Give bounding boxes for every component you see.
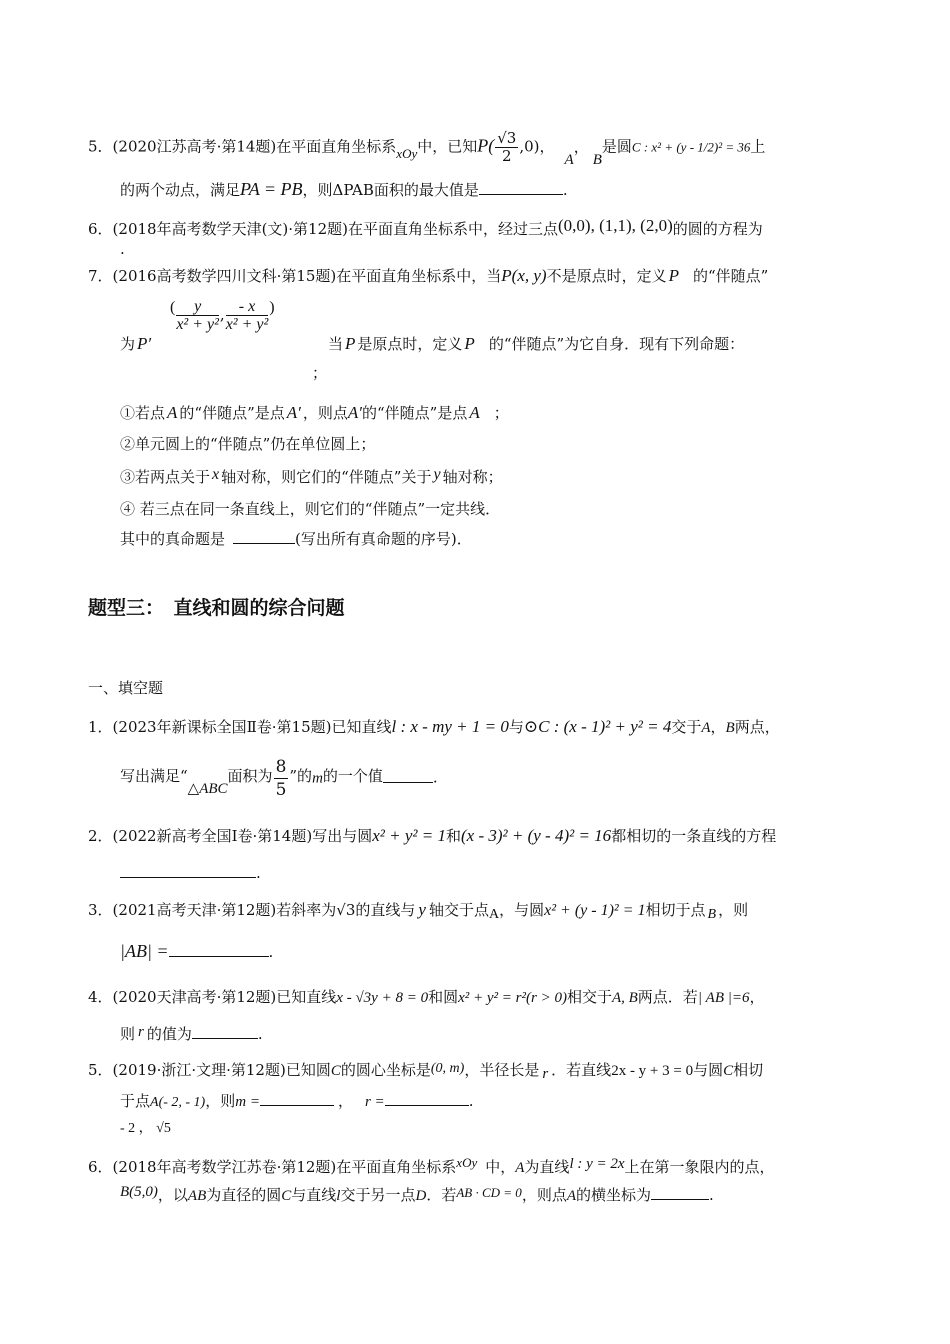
f5-text: 于点 — [120, 1092, 151, 1110]
f6-xoy: xOy — [456, 1155, 478, 1170]
f5-source: (2019·浙江·文理·第12题) — [112, 1061, 286, 1079]
q7-text: 不是原点时，定义 — [546, 267, 667, 285]
f1-point-a: A — [701, 720, 711, 736]
f5-line2 — [120, 1090, 473, 1114]
q5-point-b: B — [592, 151, 602, 168]
f3-source: (2021高考天津·第12题) — [112, 901, 277, 919]
f4-text: 相交于 — [566, 988, 612, 1006]
f3-text: 的直线与 — [355, 901, 416, 919]
f4-answer-blank[interactable] — [192, 1024, 258, 1039]
q5-condition: PA = PB — [240, 179, 303, 199]
f1-line2 — [120, 756, 438, 801]
q7-line2-tail — [328, 333, 744, 355]
f3-text: 相切于点 — [645, 901, 706, 919]
f6-text: ．若 — [426, 1186, 457, 1204]
f3-text: 若斜率为 — [276, 901, 337, 919]
q7-text: ； — [493, 404, 509, 422]
f6-text: 中， — [485, 1158, 516, 1176]
f1-text: 交于 — [671, 718, 702, 736]
q7-companion-formula — [170, 298, 275, 333]
q5-fraction-sqrt3-over-2 — [495, 130, 518, 165]
f1-fraction-numerator: 8 — [275, 757, 287, 777]
q5-end: . — [562, 181, 568, 199]
q5-denominator: 2 — [502, 147, 512, 165]
f3-text: ，则 — [718, 901, 749, 919]
f5-line-equation: 2x - y + 3 = 0 — [611, 1063, 694, 1079]
f6-text: 在平面直角坐标系 — [336, 1158, 457, 1176]
f1-fraction-8-over-5 — [274, 756, 289, 801]
q7-text: 是原点时，定义 — [357, 335, 463, 353]
q7-text: 的“伴随点”是点 — [179, 404, 285, 422]
f6-line2 — [120, 1184, 714, 1207]
f6-line1 — [88, 1156, 775, 1179]
q7-fraction-minus-x — [226, 298, 269, 333]
q5-circle-equation: C : x² + (y - 1/2)² = 36 — [631, 139, 751, 155]
f3-ab-length: |AB| = — [120, 941, 169, 961]
q7-fraction-y — [176, 298, 219, 333]
q6-dot — [120, 238, 125, 260]
q6-points: (0,0), (1,1), (2,0) — [558, 216, 673, 235]
q7-text: (写出所有真命题的序号)． — [295, 530, 472, 548]
f1-point-b: B — [725, 720, 735, 736]
q7-text: 轴对称； — [442, 468, 503, 486]
q7-right-paren: ) — [269, 298, 275, 316]
q5-line1: 5．(2020江苏高考·第14题)在平面直角坐标系xOy中，已知P( $\frac{√3}{2}$ ,0)，A，B是圆C : x² + (y - 1/2)² = 36上 — [88, 129, 766, 168]
f6-text: 的横坐标为 — [576, 1186, 652, 1204]
q6-line1 — [88, 218, 763, 240]
f3-text: 轴交于点 — [428, 901, 489, 919]
q5-point-a: A — [564, 151, 574, 168]
q7-claim-3 — [120, 466, 503, 489]
q5-text: ，则ΔPAB面积的最大值是 — [302, 181, 479, 199]
f1-m: m — [312, 770, 323, 787]
f4-line-equation: x - √3y + 8 = 0 — [336, 990, 429, 1006]
f2-line1 — [88, 825, 776, 847]
f4-r: r — [138, 1024, 144, 1040]
f2-number: 2． — [88, 827, 113, 845]
q7-line1 — [88, 265, 768, 287]
q7-fraction-y-denominator: x² + y² — [176, 316, 219, 333]
q6-end-dot: . — [120, 240, 125, 258]
f2-circle-2: (x - 3)² + (y - 4)² = 16 — [460, 826, 612, 845]
f1-circle-equation: ⊙C : (x - 1)² + y² = 4 — [523, 717, 672, 736]
f3-point-b: B — [707, 907, 717, 922]
f2-text: 都相切的一条直线的方程 — [611, 827, 777, 845]
q7-text: 轴对称，则它们的“伴随点”关于 — [221, 468, 432, 486]
q7-fraction-minus-x-denominator: x² + y² — [225, 316, 269, 333]
f6-point-a: A — [515, 1160, 525, 1176]
f3-circle-equation: x² + (y - 1)² = 1 — [544, 902, 646, 919]
f5-text: 已知圆 — [285, 1061, 331, 1079]
f1-number: 1． — [88, 718, 113, 736]
q5-source: (2020江苏高考·第14题) — [112, 137, 277, 156]
f6-source: (2018年高考数学江苏卷·第12题) — [112, 1158, 337, 1176]
f5-r-eq: r = — [364, 1094, 385, 1110]
f4-source: (2020天津高考·第12题) — [112, 988, 277, 1006]
f5-answer — [120, 1116, 171, 1140]
f1-text: 的一个值 — [322, 766, 383, 785]
f5-text: 与圆 — [693, 1061, 724, 1079]
f5-circle-c: C — [330, 1063, 341, 1079]
q7-number: 7． — [88, 267, 113, 285]
f6-text: 为直线 — [524, 1158, 570, 1176]
f6-text: 为直径的圆 — [206, 1186, 282, 1204]
f6-text: 与直线 — [291, 1186, 337, 1204]
q5-line2 — [120, 178, 568, 201]
f5-point-a: A(- 2, - 1) — [150, 1095, 206, 1110]
f5-circle-c: C — [723, 1063, 734, 1079]
f6-point-a: A — [566, 1188, 576, 1204]
q7-left-paren: ( — [170, 298, 176, 316]
q7-claim-2-text: ②单元圆上的“伴随点”仍在单位圆上； — [120, 435, 376, 453]
q7-claim-4-text: ④ 若三点在同一条直线上，则它们的“伴随点”一定共线． — [120, 500, 501, 518]
f5-end: . — [468, 1092, 474, 1110]
q7-point-a: A — [469, 403, 480, 422]
q7-source: (2016高考数学四川文科·第15题) — [112, 267, 337, 285]
q7-axis-y: y — [433, 466, 441, 483]
f2-answer-blank[interactable] — [120, 863, 256, 878]
f5-center: (0, m) — [430, 1061, 465, 1076]
f3-axis-y: y — [418, 900, 426, 919]
f1-text: ”的 — [289, 766, 313, 785]
f5-r-blank[interactable] — [385, 1091, 469, 1106]
f4-end: . — [257, 1025, 263, 1043]
f2-text: 写出与圆 — [312, 827, 373, 845]
f6-point-d: D — [415, 1188, 427, 1204]
f6-end: . — [709, 1186, 714, 1204]
q7-point-a-prime: A′ — [347, 403, 362, 422]
f1-answer-blank[interactable] — [383, 768, 433, 783]
q7-text: ，则点 — [302, 404, 348, 422]
q7-claim-4 — [120, 498, 500, 520]
q7-point-a-prime: A′ — [286, 403, 301, 422]
f6-dot-product: AB · CD = 0 — [456, 1185, 522, 1200]
f3-number: 3． — [88, 901, 113, 919]
f5-text: 的圆心坐标是 — [340, 1061, 431, 1079]
q7-text: ③若两点关于 — [120, 468, 211, 486]
q7-text: ①若点 — [120, 404, 166, 422]
q5-text: ,0)， — [519, 137, 555, 156]
q7-comma: , — [219, 305, 225, 324]
f2-line2 — [120, 862, 261, 884]
sub-heading: 一、填空题 — [88, 679, 164, 697]
q7-semicolon-text: ； — [312, 364, 328, 382]
f2-end: . — [256, 864, 261, 882]
f5-m-blank[interactable] — [260, 1091, 334, 1106]
f3-text: ，与圆 — [499, 901, 545, 919]
f4-number: 4． — [88, 988, 113, 1006]
f5-answer-text: - 2 ， √5 — [120, 1121, 171, 1136]
f6-number: 6． — [88, 1158, 113, 1176]
q5-text: 在平面直角坐标系 — [276, 137, 397, 156]
q7-text: 在平面直角坐标系中，当 — [336, 267, 502, 285]
f1-text: 两点， — [734, 718, 780, 736]
f6-ab: AB — [187, 1188, 207, 1204]
f5-r: r — [542, 1066, 549, 1082]
f1-sep: ， — [710, 718, 726, 736]
f5-text: ，则 — [205, 1092, 236, 1110]
q5-point-p: P( — [477, 135, 495, 156]
f6-text: ，则点 — [521, 1186, 567, 1204]
q7-point-p-prime: P′ — [137, 334, 152, 353]
q7-point-p: P — [345, 334, 356, 353]
f4-points-ab: A, B — [611, 990, 638, 1006]
f4-circle-equation: x² + y² = r²(r > 0) — [458, 990, 567, 1006]
f1-triangle: △ABC — [187, 780, 228, 797]
q5-text: 上 — [750, 137, 766, 156]
q7-claim-1 — [120, 402, 509, 424]
q7-text: 为 — [120, 335, 136, 353]
section-heading: 题型三： 直线和圆的综合问题 — [88, 597, 345, 619]
f6-point-b: B(5,0) — [120, 1184, 158, 1200]
f6-answer-blank[interactable] — [651, 1185, 709, 1200]
q5-number: 5． — [88, 137, 113, 156]
q7-semicolon — [312, 362, 327, 384]
f5-m-eq: m = — [235, 1094, 260, 1110]
q5-xoy: xOy — [396, 145, 418, 161]
f2-source: (2022新高考全国I卷·第14题) — [112, 827, 313, 845]
q5-text: 中，已知 — [417, 137, 478, 156]
f2-circle-1: x² + y² = 1 — [372, 826, 446, 845]
f6-text: ，以 — [157, 1186, 188, 1204]
q7-text: 当 — [328, 335, 344, 353]
q7-text: 其中的真命题是 — [120, 530, 226, 548]
f5-text: 相切 — [733, 1061, 764, 1079]
f4-ab-length: | AB |=6 — [697, 990, 750, 1006]
f3-end: . — [268, 943, 274, 961]
f1-text: 与 — [508, 718, 524, 736]
q7-text: 的“伴随点” — [693, 267, 769, 285]
f6-circle-c: C — [281, 1188, 292, 1204]
q6-number: 6． — [88, 220, 113, 238]
q7-point-p: P — [464, 334, 475, 353]
q7-text: 的“伴随点”是点 — [361, 404, 468, 422]
f6-text: 交于另一点 — [340, 1186, 416, 1204]
f1-line-equation: l : x - my + 1 = 0 — [391, 717, 509, 736]
q7-answer-line — [120, 528, 472, 550]
q7-point-pxy: P(x, y) — [501, 266, 547, 285]
f5-text: ，半径长是 — [464, 1061, 540, 1079]
f5-number: 5． — [88, 1061, 113, 1079]
f3-answer-blank[interactable] — [169, 942, 269, 957]
f6-line-equation: l : y = 2x — [569, 1156, 625, 1172]
f4-text: 两点．若 — [637, 988, 698, 1006]
q7-fraction-y-numerator: y — [176, 298, 219, 316]
q7-fraction-minus-x-numerator: - x — [226, 298, 269, 316]
f4-line1 — [88, 986, 765, 1009]
f3-line2 — [120, 940, 273, 963]
f3-slope: √3 — [336, 901, 356, 919]
f4-line2 — [120, 1023, 263, 1046]
q7-answer-blank[interactable] — [233, 529, 295, 544]
f4-text: 已知直线 — [276, 988, 337, 1006]
f1-line1 — [88, 716, 780, 739]
q7-text: 的“伴随点”为它自身．现有下列命题： — [488, 335, 745, 353]
f6-text: 上在第一象限内的点， — [624, 1158, 775, 1176]
f5-line1 — [88, 1059, 763, 1083]
f2-text: 和 — [445, 827, 461, 845]
f4-text: 的值为 — [146, 1025, 192, 1043]
q7-wei — [120, 333, 151, 355]
f5-text: ， — [337, 1092, 353, 1110]
f1-text: 面积为 — [227, 766, 273, 785]
f4-text: ， — [749, 988, 765, 1006]
q6-text: 在平面直角坐标系中，经过三点 — [348, 220, 559, 238]
f4-text: 和圆 — [428, 988, 459, 1006]
f6-line-l: l — [336, 1188, 341, 1204]
f1-fraction-denominator: 5 — [275, 780, 287, 800]
q5-text: 的两个动点，满足 — [120, 181, 241, 199]
f5-text: ．若直线 — [551, 1061, 612, 1079]
q5-answer-blank[interactable] — [479, 180, 563, 195]
q6-source: (2018年高考数学天津(文)·第12题) — [112, 220, 348, 238]
q5-numerator: √3 — [497, 129, 517, 147]
q7-point-a: A — [167, 403, 178, 422]
f1-text: 写出满足“ — [120, 766, 188, 785]
f3-point-a: A — [488, 907, 500, 922]
f3-line1 — [88, 899, 748, 923]
q5-text: 是圆 — [601, 137, 632, 156]
f1-text: 已知直线 — [331, 718, 392, 736]
q6-text: 的圆的方程为 — [672, 220, 763, 238]
q7-claim-2 — [120, 433, 375, 455]
f1-source: (2023年新课标全国Ⅱ卷·第15题) — [112, 718, 332, 736]
f4-text: 则 — [120, 1025, 136, 1043]
q7-point-p: P — [668, 266, 680, 285]
f1-end: . — [432, 768, 438, 787]
q7-axis-x: x — [212, 466, 220, 483]
